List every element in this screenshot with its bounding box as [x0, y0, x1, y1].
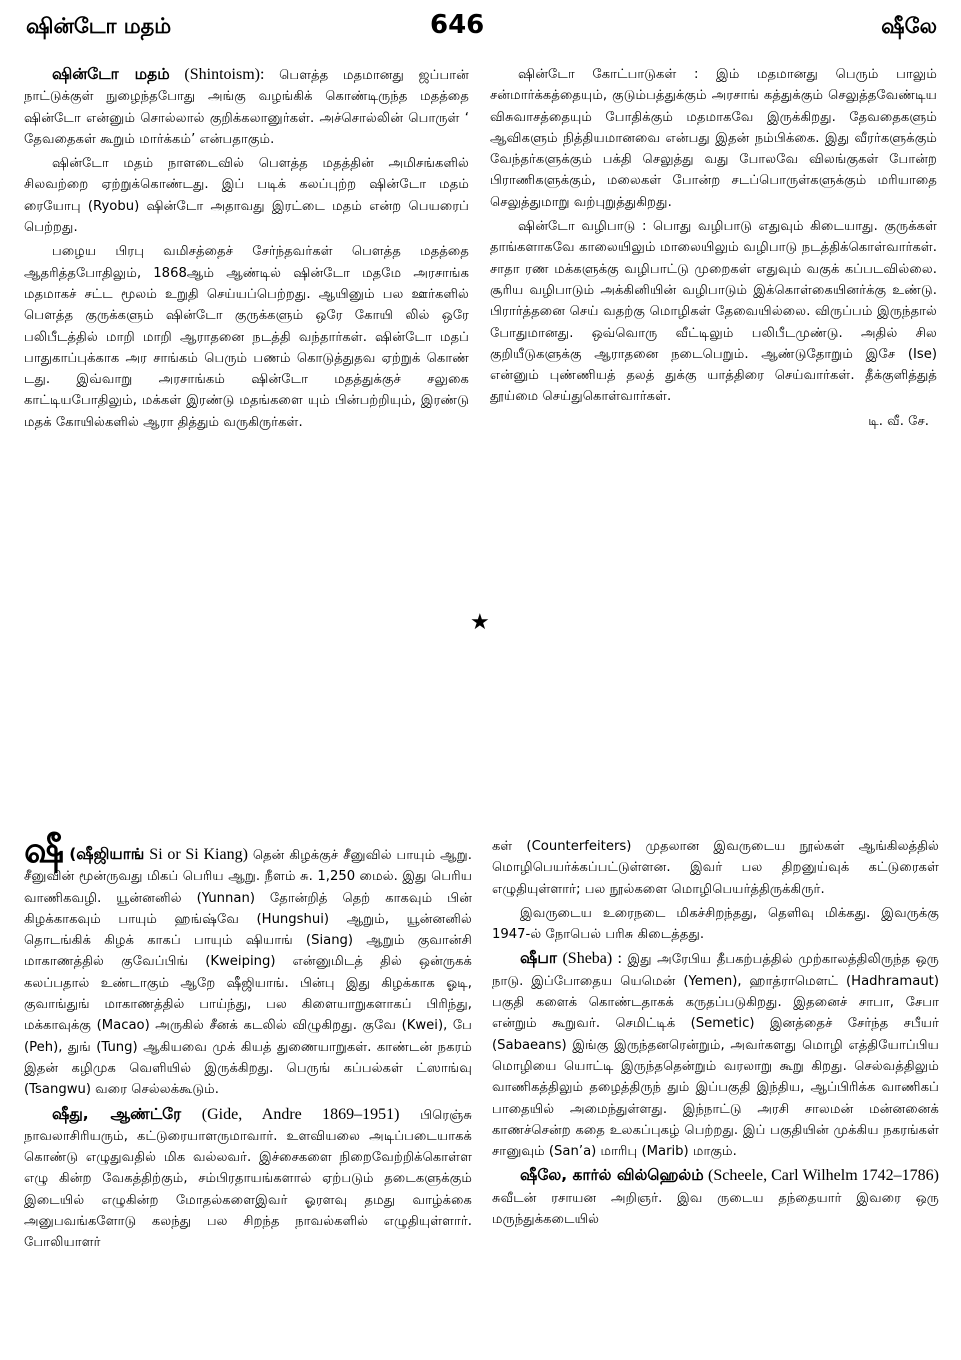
- paragraph: ஷின்டோ கோட்பாடுகள் : இம் மதமானது பெரும் பாலும் சன்மார்க்கத்தையும், குடும்பத்துக்கும் அரசாங் கத்துக்கும் செலுத்தவேண்டிய விசுவாசத்தையும் போதிக்கும் மதமாகவே இருக்கிறது. தேவதைகளும் ஆவிகளும் நித்தியமானவை என்பது இதன் நம்பிக்கை. இது வீரர்களுக்கும் வேந்தர்களுக்கும் பக்தி செலுத்து வது போலவே விலங்குகள் போன்ற பிராணிகளுக்கும், மலைகள் போன்ற சடப்பொருள்களுக்கும் மரியாதை செலுத்துமாறு வற்புறுத்துகிறது.: [490, 67, 937, 210]
- entry-shintoism: [24, 64, 469, 150]
- author-signature: டி. வீ. சே.: [868, 413, 929, 429]
- entry-latin-term: (Scheele, Carl Wilhelm 1742–1786): [707, 1167, 939, 1185]
- entry-headword: ஷீலே, கார்ல் வில்ஹெல்ம்: [520, 1166, 704, 1185]
- section-separator-star: ★: [470, 610, 490, 635]
- paragraph: இது அரேபிய தீபகற்பத்தில் முற்காலத்திலிருந்த ஒரு நாடு. இப்போதைய யெமென் (Yemen), ஹாத்ராமௌட் (Hadhramaut) பகுதி களைக் கொண்டதாகக் கருதப்படுகிறது. இதனைச் சாபா, சேபா என்றும் கூறுவர். செமிட்டிக் (Semetic) இனத்தைச் சேர்ந்த சபீயர் (Sabaeans) இங்கு இருந்தனரென்றும், அவர்களது மொழி எத்தியோப்பிய மொழியை யொட்டி இருந்ததென்றும் வரலாறு கூறு கிறது. செல்வத்திலும் வாணிகத்திலும் தழைத்திருந் தும் இப்பகுதி இந்திய, ஆப்பிரிக்க வாணிகப் பாதையில் அமைந்துள்ளது. இந்நாட்டு அரசி சாலமன் மன்னனைக் காணச்சென்ற கதை உலகப்புகழ் பெற்றது. இப் பகுதியின் முக்கிய நகரங்கள் சானுவும் (San’a) மாரிபு (Marib) மாகும்.: [492, 952, 939, 1160]
- entry-headword: ஷீபா: [520, 949, 557, 968]
- page-header: [0, 6, 961, 46]
- entry-sheba: [492, 948, 939, 1162]
- entry-headword-variant: (ஷீஜியாங்: [69, 845, 145, 863]
- running-head-left: ஷின்டோ மதம்: [26, 14, 172, 38]
- bottom-left-column: [24, 830, 472, 1257]
- running-head-right: ஷீலே: [881, 14, 937, 38]
- paragraph: பழைய பிரபு வமிசத்தைச் சேர்ந்தவர்கள் பௌத்த மதத்தை ஆதரித்தபோதிலும், 1868ஆம் ஆண்டில் ஷின்டோ மதமே அரசாங்க மதமாகச் சட்ட மூலம் உறுதி செய்யப்பெற்றது. ஆயினும் பல ஊர்களில் பௌத்த குருக்களும் ஷின்டோ குருக்களும் ஒரே கோயி லில் ஒரே பலிபீடத்தில் மாறி மாறி ஆராதனை நடத்தி வந்தார்கள். ஷின்டோ மதப் பாதுகாப்புக்காக அர சாங்கம் பெரும் பணம் கொடுத்துதவ ஏற்றுக் கொண் டது. இவ்வாறு அரசாங்கம் ஷின்டோ மதத்துக்குச் சலுகை காட்டியபோதிலும், மக்கள் இரண்டு மதங்களை யும் பின்பற்றியும், இரண்டு மதக் கோயில்களில் ஆரா தித்தும் வருகிருர்கள்.: [24, 244, 470, 430]
- entry-latin-term: (Sheba) :: [562, 950, 622, 968]
- entry-latin-term: (Gide, Andre 1869–1951): [201, 1105, 400, 1123]
- entry-headword: ஷீது, ஆண்ட்ரே: [52, 1104, 182, 1123]
- top-left-column: [24, 64, 469, 436]
- bottom-right-column: [492, 836, 939, 1233]
- paragraph: ஷின்டோ மதம் நாளடைவில் பௌத்த மதத்தின் அமிசங்களில் சிலவற்றை ஏற்றுக்கொண்டது. இப் படிக் கலப்புற்ற ஷின்டோ மதம் ரையோபு (Ryobu) ஷின்டோ அதாவது இரட்டை மதம் என்ற பெயரைப் பெற்றது.: [24, 156, 469, 236]
- paragraph: பிரெஞ்சு நாவலாசிரியரும், கட்டுரையாளருமாவார். உளவியலை அடிப்படையாகக் கொண்டு எழுதுவதில் மிக வல்லவர். இச்சைகளை நிறைவேற்றிக்கொள்ள எழு கின்ற வேகத்திற்கும், சம்பிரதாயங்களால் ஏற்படும் தடைகளுக்கும் இடையில் எழுகின்ற மோதல்களைஇவர் ஓரளவு தமது வாழ்க்கை அனுபவங்களோடு கலந்து பல சிறந்த நாவல்களில் எழுதியுள்ளார். போலியாளர்: [24, 1107, 472, 1251]
- page-number: 646: [430, 10, 485, 40]
- paragraph: தென் கிழக்குச் சீனுவில் பாயும் ஆறு. சீனுவின் மூன்ருவது மிகப் பெரிய ஆறு. நீளம் சு. 1,250 மைல். இது பெரிய வாணிகவழி. யூன்னனில் (Yunnan) தோன்றித் தெற் காகவும் பின் கிழக்காகவும் பாயும் ஹங்ஷ்வே (Hungshui) ஆறும், யூன்னனில் தொடங்கிக் கிழக் காகப் பாயும் ஷியாங் (Siang) ஆறும் குவான்சி மாகாணத்தில் குவேப்பிங் (Kweiping) என்னுமிடத் தில் ஒன்ருகக் கலப்பதால் உண்டாகும் ஆறே ஷீஜியாங். பின்பு இது கிழக்காக ஓடி, குவாங்துங் மாகாணத்தில் பாய்ந்து, பல கிளையாறுகளாகப் பிரிந்து, மக்காவுக்கு (Macao) அருகில் சீனக் கடலில் விழுகிறது. குவே (Kwei), பே (Peh), துங் (Tung) ஆகியவை முக் கியத் துணையாறுகள். காண்டன் நகரம் இதன் கழிமுக வெளியில் இருக்கிறது. பெருங் கப்பல்கள் ட்ஸாங்வு (Tsangwu) வரை செல்லக்கூடும்.: [24, 848, 472, 1098]
- paragraph: ஷின்டோ வழிபாடு : பொது வழிபாடு எதுவும் கிடையாது. குருக்கள் தாங்களாகவே காலையிலும் மாலையிலும் வழிபாடு நடத்திக்கொள்வார்கள். சாதா ரண மக்களுக்கு வழிபாட்டு முறைகள் எதுவும் வகுக் கப்படவில்லை. சூரிய வழிபாடும் அக்கினியின் வழிபாடும் இக்கொள்கையினர்க்கு உண்டு. பிரார்த்தனை செய் வதற்கு மொழிகள் தேவையில்லை. விருப்பம் இருந்தால் போதுமானது. ஒவ்வொரு வீட்டிலும் பலிபீடமுண்டு. அதில் சில குறியீடுகளுக்கு ஆராதனை நடைபெறும். ஆண்டுதோறும் இசே (Ise) என்னும் புண்ணியத் தலத் துக்கு யாத்திரை செய்வார்கள். தீக்குளித்துத் தூய்மை செய்துகொள்வார்கள்.: [490, 219, 937, 405]
- entry-latin-term: (Shintoism):: [184, 66, 265, 83]
- entry-headword: ஷீ: [24, 830, 65, 871]
- paragraph: பௌத்த மதமானது ஜப்பான் நாட்டுக்குள் நுழைந்தபோது அங்கு வழங்கிக் கொண்டிருந்த மதத்தை ஷின்டோ என்னும் சொல்லால் குறிக்கலானுர்கள். அச்சொல்லின் பொருள் ‘ தேவதைகள் கூறும் மார்க்கம்’ என்பதாகும்.: [24, 68, 469, 147]
- paragraph: கள் (Counterfeiters) முதலான இவருடைய நூல்கள் ஆங்கிலத்தில் மொழிபெயர்க்கப்பட்டுள்ளன. இவர் பல திறனுய்வுக் கட்டுரைகள் எழுதியுள்ளார்; பல நூல்களை மொழிபெயர்த்திருக்கிருர்.: [492, 839, 939, 897]
- entry-si-kiang: [24, 830, 472, 1101]
- paragraph: சுவீடன் ரசாயன அறிஞர். இவ ருடைய தந்தையார் இவரை ஒரு மருந்துக்கடையில்: [492, 1190, 939, 1228]
- entry-gide: [24, 1104, 472, 1254]
- entry-scheele: [492, 1165, 939, 1230]
- entry-headword: ஷின்டோ மதம்: [52, 65, 170, 83]
- paragraph: இவருடைய உரைநடை மிகச்சிறந்தது, தெளிவு மிக்கது. இவருக்கு 1947-ல் நோபெல் பரிசு கிடைத்தது.: [492, 905, 939, 943]
- top-right-column: [490, 64, 937, 432]
- entry-latin-term: Si or Si Kiang): [149, 846, 248, 863]
